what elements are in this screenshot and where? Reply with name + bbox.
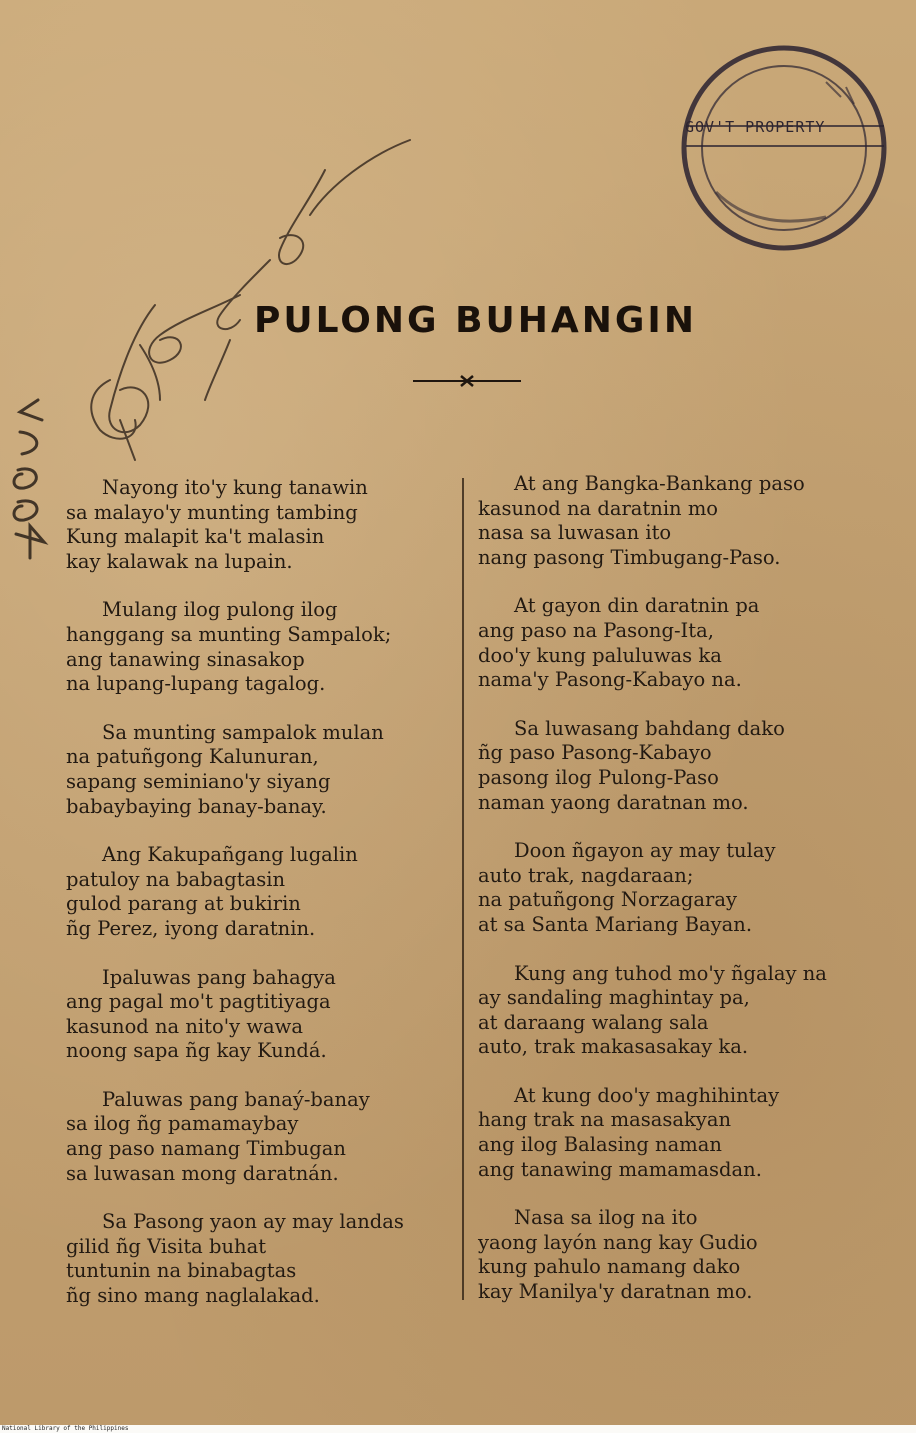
poem-line: At gayon din daratnin pa: [514, 594, 760, 618]
poem-line: ang pagal mo't pagtitiyaga: [66, 990, 331, 1014]
poem-stanza: [66, 966, 466, 1064]
poem-line: kasunod na nito'y wawa: [66, 1014, 303, 1038]
poem-line: Sa munting sampalok mulan: [102, 720, 384, 744]
poem-stanza: [478, 962, 878, 1060]
poem-line: ang tanawing sinasakop: [66, 647, 305, 671]
footer-bar: [0, 1425, 916, 1433]
poem-line: na patuñgong Norzagaray: [478, 888, 738, 912]
poem-line: ñg paso Pasong-Kabayo: [478, 741, 712, 765]
poem-line: pasong ilog Pulong-Paso: [478, 765, 719, 789]
poem-stanza: [66, 1210, 466, 1308]
poem-line: Kung malapit ka't malasin: [66, 525, 325, 549]
poem-line: Nayong ito'y kung tanawin: [102, 476, 368, 499]
poem-line: at daraang walang sala: [478, 1010, 709, 1034]
poem-line: Doon ñgayon ay may tulay: [514, 839, 776, 863]
poem-stanza: [478, 839, 878, 937]
poem-line: auto, trak makasasakay ka.: [478, 1035, 749, 1059]
poem-line: Sa luwasang bahdang dako: [514, 716, 785, 740]
poem-line: Ipaluwas pang bahagya: [102, 965, 336, 989]
poem-line: patuloy na babagtasin: [66, 867, 286, 891]
poem-line: ang paso namang Timbugan: [66, 1137, 346, 1161]
poem-line: yaong layón nang kay Gudio: [478, 1230, 758, 1254]
poem-line: ay sandaling maghintay pa,: [478, 986, 750, 1010]
poem-line: hanggang sa munting Sampalok;: [66, 622, 392, 646]
poem-line: ñg Perez, iyong daratnin.: [66, 916, 316, 940]
poem-line: gulod parang at bukirin: [66, 892, 301, 916]
poem-line: nama'y Pasong-Kabayo na.: [478, 668, 742, 692]
poem-stanza: [66, 598, 466, 696]
title-ornament-rule: [413, 374, 521, 388]
poem-line: Kung ang tuhod mo'y ñgalay na: [514, 961, 827, 985]
poem-column-right: [478, 472, 878, 1329]
poem-line: sa luwasan mong daratnán.: [66, 1161, 339, 1185]
stamp-band-text: GOV'T PROPERTY: [685, 118, 826, 136]
poem-line: Nasa sa ilog na ito: [514, 1206, 698, 1230]
poem-stanza: [478, 1084, 878, 1182]
poem-line: naman yaong daratnan mo.: [478, 790, 749, 814]
poem-line: At ang Bangka-Bankang paso: [514, 472, 805, 495]
poem-line: nasa sa luwasan ito: [478, 521, 672, 545]
poem-stanza: [66, 476, 466, 574]
poem-line: babaybaying banay-banay.: [66, 794, 327, 818]
poem-stanza: [478, 717, 878, 815]
poem-stanza: [478, 1206, 878, 1304]
poem-line: sa malayo'y munting tambing: [66, 500, 358, 524]
poem-line: sapang seminiano'y siyang: [66, 769, 331, 793]
poem-line: At kung doo'y maghihintay: [514, 1083, 780, 1107]
poem-column-left: [66, 476, 466, 1333]
poem-line: tuntunin na binabagtas: [66, 1259, 297, 1283]
poem-stanza: [66, 843, 466, 941]
poem-line: hang trak na masasakyan: [478, 1108, 732, 1132]
poem-line: Sa Pasong yaon ay may landas: [102, 1210, 404, 1234]
poem-line: kasunod na daratnin mo: [478, 496, 719, 520]
poem-line: Mulang ilog pulong ilog: [102, 598, 338, 622]
poem-line: doo'y kung paluluwas ka: [478, 643, 722, 667]
poem-line: ang ilog Balasing naman: [478, 1133, 722, 1157]
poem-line: kay kalawak na lupain.: [66, 549, 293, 573]
poem-line: gilid ñg Visita buhat: [66, 1234, 267, 1258]
poem-line: noong sapa ñg kay Kundá.: [66, 1039, 327, 1063]
poem-line: nang pasong Timbugang-Paso.: [478, 545, 781, 569]
poem-stanza: [478, 594, 878, 692]
poem-line: ang tanawing mamamasdan.: [478, 1157, 762, 1181]
poem-title: PULONG BUHANGIN: [254, 300, 697, 341]
poem-line: na patuñgong Kalunuran,: [66, 745, 319, 769]
poem-line: Ang Kakupañgang lugalin: [102, 843, 358, 867]
poem-line: Paluwas pang banaý-banay: [102, 1087, 370, 1111]
poem-line: na lupang-lupang tagalog.: [66, 672, 326, 696]
poem-stanza: [478, 472, 878, 570]
footer-credit: National Library of the Philippines: [2, 1425, 129, 1432]
library-stamp: [676, 42, 888, 252]
margin-handwriting: [0, 392, 58, 572]
poem-stanza: [66, 721, 466, 819]
poem-line: ang paso na Pasong-Ita,: [478, 618, 714, 642]
poem-line: kay Manilya'y daratnan mo.: [478, 1280, 753, 1304]
poem-line: at sa Santa Mariang Bayan.: [478, 912, 753, 936]
poem-line: ñg sino mang naglalakad.: [66, 1284, 320, 1308]
poem-stanza: [66, 1088, 466, 1186]
poem-line: kung pahulo namang dako: [478, 1255, 741, 1279]
column-divider: [462, 478, 464, 1300]
poem-line: auto trak, nagdaraan;: [478, 863, 694, 887]
poem-line: sa ilog ñg pamamaybay: [66, 1112, 299, 1136]
